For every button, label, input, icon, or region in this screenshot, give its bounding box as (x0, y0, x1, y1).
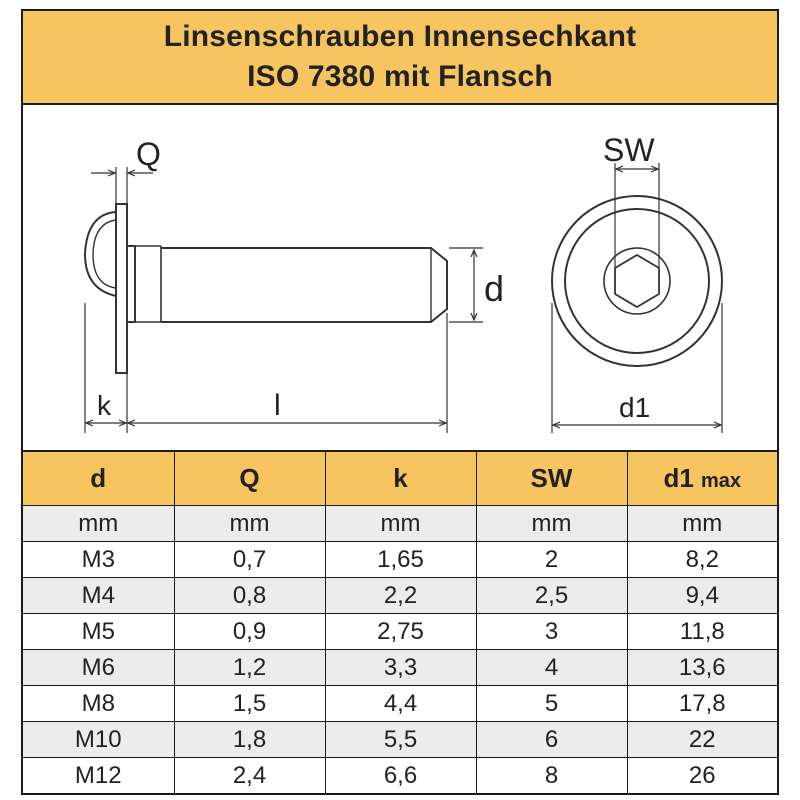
cell-sw: 8 (476, 758, 627, 794)
cell-k: 2,2 (325, 578, 476, 614)
table-row (23, 614, 777, 650)
cell-d1: 9,4 (627, 578, 777, 614)
screw-drawing-svg (23, 103, 777, 450)
label-d1: d1 (619, 392, 651, 423)
flange-outer-circle (552, 196, 722, 366)
cell-sw: 6 (476, 722, 627, 758)
screw-shank (135, 246, 161, 322)
cell-d1: 8,2 (627, 542, 777, 578)
spec-sheet (21, 9, 779, 795)
cell-k: 4,4 (325, 686, 476, 722)
technical-drawing (23, 103, 777, 452)
cell-d: M6 (23, 650, 174, 686)
cell-q: 1,5 (174, 686, 325, 722)
screw-head-inner (93, 220, 116, 288)
col-header-d1-max: d1 max (627, 452, 777, 506)
end-view (552, 196, 722, 366)
cell-sw: 5 (476, 686, 627, 722)
cell-d1: 13,6 (627, 650, 777, 686)
table-row (23, 578, 777, 614)
cell-d: M5 (23, 614, 174, 650)
unit-cell: mm (476, 506, 627, 542)
col-header-q: Q (174, 452, 325, 506)
label-l: l (274, 389, 281, 422)
head-circle (565, 209, 709, 353)
screw-thread (161, 248, 447, 322)
cell-q: 0,9 (174, 614, 325, 650)
screw-head-dome (85, 212, 116, 296)
label-q: Q (136, 136, 161, 172)
title-line-2: ISO 7380 mit Flansch (247, 60, 553, 93)
cell-q: 1,2 (174, 650, 325, 686)
dimension-labels (97, 132, 655, 423)
table-row (23, 650, 777, 686)
cell-d: M12 (23, 758, 174, 794)
label-d: d (484, 268, 505, 309)
side-view-dimensions (85, 167, 483, 433)
hex-socket (615, 255, 659, 307)
cell-k: 1,65 (325, 542, 476, 578)
cell-sw: 2 (476, 542, 627, 578)
cell-d1: 11,8 (627, 614, 777, 650)
unit-cell: mm (325, 506, 476, 542)
cell-sw: 3 (476, 614, 627, 650)
table-row (23, 758, 777, 794)
cell-d: M10 (23, 722, 174, 758)
cell-q: 0,7 (174, 542, 325, 578)
socket-circle (604, 248, 670, 314)
spec-table (23, 452, 777, 793)
label-sw: SW (603, 132, 655, 168)
units-row (23, 506, 777, 542)
cell-d: M3 (23, 542, 174, 578)
unit-cell: mm (627, 506, 777, 542)
cell-sw: 2,5 (476, 578, 627, 614)
cell-k: 2,75 (325, 614, 476, 650)
label-k: k (97, 390, 111, 421)
col-header-d: d (23, 452, 174, 506)
table-header-row (23, 452, 777, 506)
cell-sw: 4 (476, 650, 627, 686)
cell-q: 1,8 (174, 722, 325, 758)
side-view (85, 204, 447, 373)
col-header-k: k (325, 452, 476, 506)
unit-cell: mm (174, 506, 325, 542)
screw-flange (116, 204, 127, 373)
screw-neck (127, 246, 135, 322)
cell-q: 0,8 (174, 578, 325, 614)
cell-k: 5,5 (325, 722, 476, 758)
cell-d1: 22 (627, 722, 777, 758)
cell-k: 3,3 (325, 650, 476, 686)
table-row (23, 722, 777, 758)
cell-d: M4 (23, 578, 174, 614)
cell-d1: 26 (627, 758, 777, 794)
cell-q: 2,4 (174, 758, 325, 794)
unit-cell: mm (23, 506, 174, 542)
col-header-sw: SW (476, 452, 627, 506)
title-bar (23, 11, 777, 105)
cell-k: 6,6 (325, 758, 476, 794)
table-row (23, 542, 777, 578)
title-line-1: Linsenschrauben Innensechkant (163, 20, 637, 53)
table-row (23, 686, 777, 722)
cell-d1: 17,8 (627, 686, 777, 722)
cell-d: M8 (23, 686, 174, 722)
